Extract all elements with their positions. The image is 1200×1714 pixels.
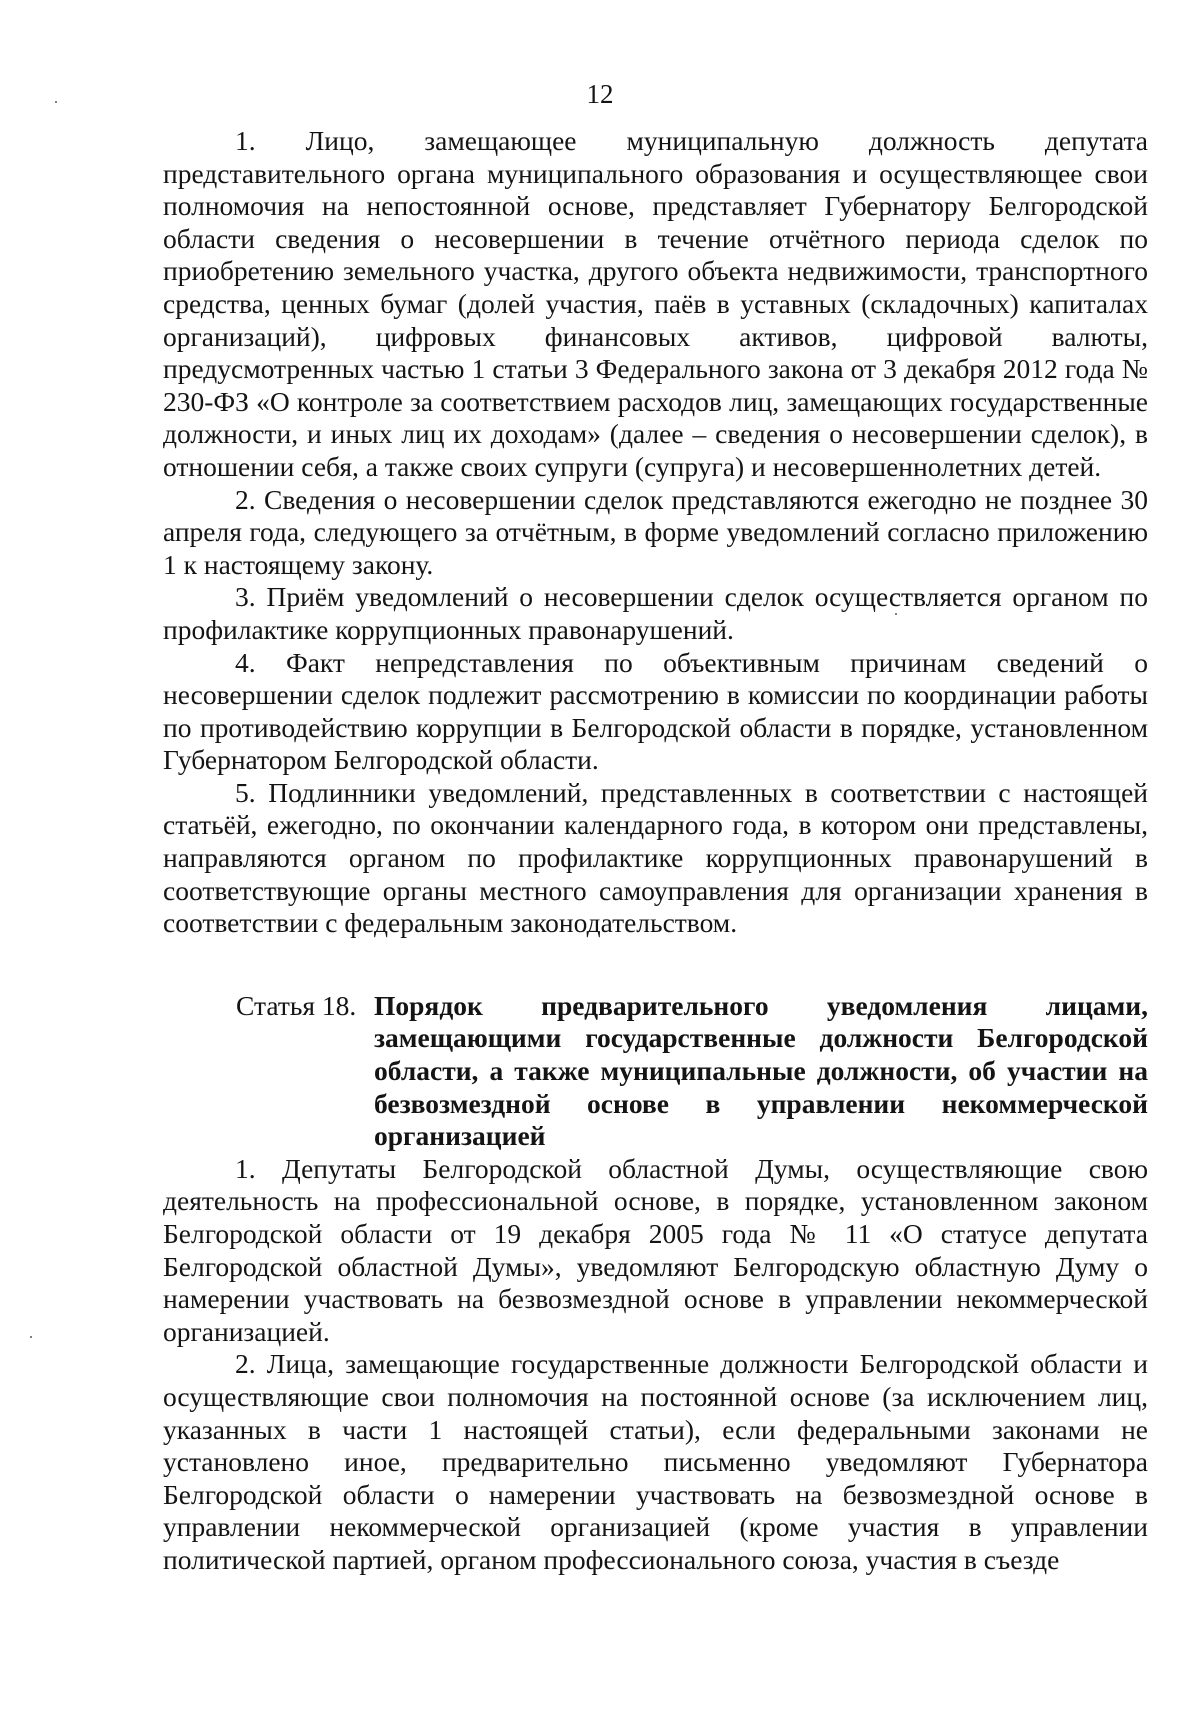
scan-speck	[30, 1336, 32, 1338]
article-heading	[236, 990, 1148, 1153]
paragraph-5: 5. Подлинники уведомлений, представленных в соответствии с настоящей статьёй, ежегодно, по окончании календарного года, в котором они представлены, направляются органом по профилактике коррупционных правонарушений в соответствующие органы местного самоуправления для организации хранения в соответствии с федеральным законодательством.	[163, 776, 1148, 939]
paragraph-1: 1. Лицо, замещающее муниципальную должность депутата представительного органа муниципального образования и осуществляющее свои полномочия на непостоянной основе, представляет Губернатору Белгородской области сведения о несовершении в течение отчётного периода сделок по приобретению земельного участка, другого объекта недвижимости, транспортного средства, ценных бумаг (долей участия, паёв в уставных (складочных) капиталах организаций), цифровых финансовых активов, цифровой валюты, предусмотренных частью 1 статьи 3 Федерального закона от 3 декабря 2012 года № 230-ФЗ «О контроле за соответствием расходов лиц, замещающих государственные должности, и иных лиц их доходам» (далее – сведения о несовершении сделок), в отношении себя, а также своих супруги (супруга) и несовершеннолетних детей.	[163, 125, 1148, 482]
article-paragraph-1: 1. Депутаты Белгородской областной Думы, осуществляющие свою деятельность на профессиональной основе, в порядке, установленном законом Белгородской области от 19 декабря 2005 года № 11 «О статусе депутата Белгородской областной Думы», уведомляют Белгородскую областную Думу о намерении участвовать на безвозмездной основе в управлении некоммерческой организацией.	[163, 1152, 1148, 1347]
paragraph-3: 3. Приём уведомлений о несовершении сделок осуществляется органом по профилактике коррупционных правонарушений.	[163, 581, 1148, 645]
paragraph-4: 4. Факт непредставления по объективным причинам сведений о несовершении сделок подлежит рассмотрению в комиссии по координации работы по противодействию коррупции в Белгородской области в порядке, установленном Губернатором Белгородской области.	[163, 646, 1148, 776]
page-number: 12	[586, 79, 614, 109]
scan-speck	[895, 613, 897, 615]
article-label: Статья 18.	[236, 989, 357, 1021]
article-title: Порядок предварительного уведомления лицами, замещающими государственные должности Белгородской области, а также муниципальные должности, об участии на безвозмездной основе в управлении некоммерческой организацией	[374, 989, 1148, 1152]
paragraph-2: 2. Сведения о несовершении сделок представляются ежегодно не позднее 30 апреля года, следующего за отчётным, в форме уведомлений согласно приложению 1 к настоящему закону.	[163, 483, 1148, 580]
scan-speck	[55, 101, 57, 103]
document-body	[163, 125, 1148, 1577]
article-paragraph-2: 2. Лица, замещающие государственные должности Белгородской области и осуществляющие свои полномочия на постоянной основе (за исключением лиц, указанных в части 1 настоящей статьи), если федеральными законами не установлено иное, предварительно письменно уведомляют Губернатора Белгородской области о намерении участвовать на безвозмездной основе в управлении некоммерческой организацией (кроме участия в управлении политической партией, органом профессионального союза, участия в съезде	[163, 1348, 1148, 1575]
